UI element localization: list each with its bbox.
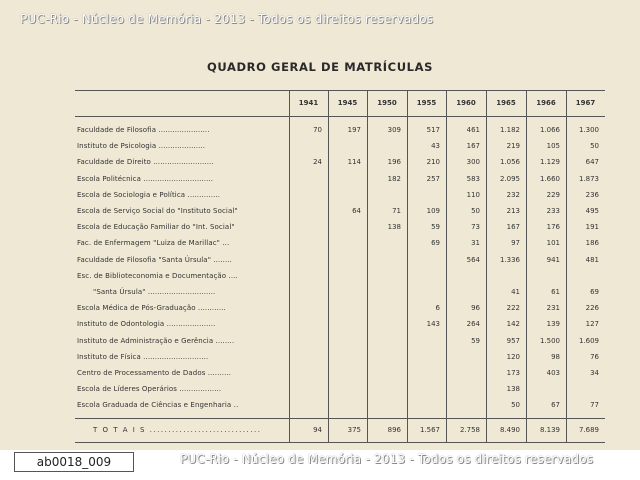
row-label: Escola Graduada de Ciências e Engenharia .. xyxy=(77,401,239,410)
table-cell: 69 xyxy=(431,239,440,248)
table-cell: 196 xyxy=(387,158,401,167)
column-divider xyxy=(328,90,329,442)
table-cell: 114 xyxy=(347,158,361,167)
column-divider xyxy=(289,90,290,442)
table-cell: 41 xyxy=(511,288,520,296)
row-label: Centro de Processamento de Dados .......... xyxy=(77,369,232,377)
table-cell: 1.182 xyxy=(499,126,520,134)
year-header-1950: 1950 xyxy=(377,99,397,107)
table-cell: 213 xyxy=(506,207,520,215)
totals-label: T O T A I S .............................. xyxy=(93,426,262,434)
table-cell: 236 xyxy=(585,190,599,199)
table-cell: 173 xyxy=(506,369,520,377)
table-cell: 50 xyxy=(471,207,480,215)
totals-cell: 94 xyxy=(313,426,322,434)
table-cell: 110 xyxy=(466,190,480,199)
table-cell: 109 xyxy=(426,207,440,215)
document-id-label: ab0018_009 xyxy=(14,452,134,472)
table-cell: 191 xyxy=(585,223,599,232)
table-cell: 197 xyxy=(347,126,361,134)
year-header-1960: 1960 xyxy=(456,99,476,107)
table-cell: 1.500 xyxy=(539,336,560,345)
row-label: Faculdade de Filosofia ...................... xyxy=(77,126,210,134)
page-title: QUADRO GERAL DE MATRÍCULAS xyxy=(207,60,433,74)
row-label: Esc. de Biblioteconomia e Documentação .... xyxy=(77,271,238,280)
row-label: Fac. de Enfermagem "Luiza de Marillac" ... xyxy=(77,239,230,248)
table-cell: 73 xyxy=(471,223,480,232)
table-cell: 77 xyxy=(590,401,599,410)
table-cell: 142 xyxy=(506,320,520,329)
totals-cell: 7.689 xyxy=(578,426,599,434)
table-cell: 264 xyxy=(466,320,480,329)
table-cell: 138 xyxy=(506,385,520,394)
table-cell: 233 xyxy=(546,207,560,215)
year-header-1955: 1955 xyxy=(416,99,437,107)
table-cell: 120 xyxy=(506,352,520,361)
row-label: Instituto de Administração e Gerência ........ xyxy=(77,336,235,345)
table-cell: 2.095 xyxy=(499,174,520,183)
totals-cell: 2.758 xyxy=(459,426,480,434)
table-cell: 71 xyxy=(392,207,401,215)
totals-cell: 1.567 xyxy=(419,426,440,434)
table-cell: 229 xyxy=(546,190,560,199)
table-cell: 98 xyxy=(551,352,560,361)
table-cell: 127 xyxy=(585,320,599,329)
totals-cell: 896 xyxy=(387,426,401,434)
row-label: Instituto de Psicologia .................... xyxy=(77,142,206,151)
table-cell: 34 xyxy=(590,369,599,377)
row-label: Escola de Sociologia e Política .............. xyxy=(77,190,221,199)
table-cell: 182 xyxy=(387,174,401,183)
table-cell: 517 xyxy=(426,126,440,134)
table-cell: 495 xyxy=(585,207,599,215)
table-cell: 583 xyxy=(466,174,480,183)
table-cell: 210 xyxy=(426,158,440,167)
table-cell: 24 xyxy=(313,158,322,167)
year-header-1965: 1965 xyxy=(496,99,516,107)
table-cell: 226 xyxy=(585,304,599,313)
table-cell: 1.129 xyxy=(539,158,560,167)
row-label: Faculdade de Filosofia "Santa Úrsula" ........ xyxy=(77,255,232,264)
table-cell: 309 xyxy=(387,126,401,134)
row-label: "Santa Úrsula" ............................. xyxy=(93,288,216,296)
table-cell: 1.660 xyxy=(539,174,560,183)
table-cell: 105 xyxy=(546,142,560,151)
table-cell: 69 xyxy=(590,288,599,296)
table-cell: 101 xyxy=(546,239,560,248)
row-label: Escola Politécnica .............................. xyxy=(77,174,214,183)
table-cell: 481 xyxy=(585,255,599,264)
table-cell: 138 xyxy=(387,223,401,232)
year-header-1945: 1945 xyxy=(337,99,358,107)
table-cell: 167 xyxy=(466,142,480,151)
watermark-top: PUC-Rio - Núcleo de Memória - 2013 - Todos os direitos reservados xyxy=(20,12,434,26)
row-label: Instituto de Física ............................ xyxy=(77,352,209,361)
table-cell: 403 xyxy=(546,369,560,377)
table-cell: 167 xyxy=(506,223,520,232)
table-cell: 941 xyxy=(546,255,560,264)
table-cell: 1.056 xyxy=(499,158,520,167)
year-header-1941: 1941 xyxy=(298,99,319,107)
table-cell: 647 xyxy=(585,158,599,167)
table-cell: 461 xyxy=(466,126,480,134)
table-cell: 61 xyxy=(551,288,560,296)
totals-cell: 8.139 xyxy=(539,426,560,434)
table-cell: 300 xyxy=(466,158,480,167)
row-label: Escola Médica de Pós-Graduação ............ xyxy=(77,304,226,313)
table-cell: 6 xyxy=(435,304,440,313)
table-cell: 70 xyxy=(313,126,322,134)
watermark-bottom: PUC-Rio - Núcleo de Memória - 2013 - Todos os direitos reservados xyxy=(180,452,594,466)
table-cell: 64 xyxy=(352,207,361,215)
year-header-1966: 1966 xyxy=(536,99,556,107)
totals-cell: 8.490 xyxy=(499,426,520,434)
totals-cell: 375 xyxy=(347,426,361,434)
table-bottom-rule xyxy=(75,442,605,443)
column-divider xyxy=(367,90,368,442)
table-cell: 76 xyxy=(590,352,599,361)
table-cell: 564 xyxy=(466,255,480,264)
table-cell: 176 xyxy=(546,223,560,232)
table-cell: 186 xyxy=(585,239,599,248)
table-cell: 59 xyxy=(471,336,480,345)
table-cell: 43 xyxy=(431,142,440,151)
table-cell: 67 xyxy=(551,401,560,410)
row-label: Escola de Líderes Operários .................. xyxy=(77,385,222,394)
table-cell: 31 xyxy=(471,239,480,248)
table-cell: 257 xyxy=(426,174,440,183)
table-cell: 957 xyxy=(506,336,520,345)
row-label: Instituto de Odontologia ..................... xyxy=(77,320,216,329)
table-cell: 97 xyxy=(511,239,520,248)
table-cell: 59 xyxy=(431,223,440,232)
table-cell: 1.300 xyxy=(578,126,599,134)
table-cell: 50 xyxy=(511,401,520,410)
table-cell: 231 xyxy=(546,304,560,313)
table-cell: 222 xyxy=(506,304,520,313)
row-label: Escola de Serviço Social do "Instituto Social" xyxy=(77,207,238,215)
table-cell: 96 xyxy=(471,304,480,313)
table-cell: 1.873 xyxy=(578,174,599,183)
table-cell: 139 xyxy=(546,320,560,329)
row-label: Faculdade de Direito .......................... xyxy=(77,158,214,167)
table-cell: 1.609 xyxy=(578,336,599,345)
table-cell: 1.066 xyxy=(539,126,560,134)
table-cell: 50 xyxy=(590,142,599,151)
table-cell: 232 xyxy=(506,190,520,199)
row-label: Escola de Educação Familiar do "Int. Social" xyxy=(77,223,235,232)
table-cell: 1.336 xyxy=(499,255,520,264)
table-cell: 143 xyxy=(426,320,440,329)
year-header-1967: 1967 xyxy=(575,99,596,107)
enrollment-table xyxy=(75,88,605,444)
table-cell: 219 xyxy=(506,142,520,151)
